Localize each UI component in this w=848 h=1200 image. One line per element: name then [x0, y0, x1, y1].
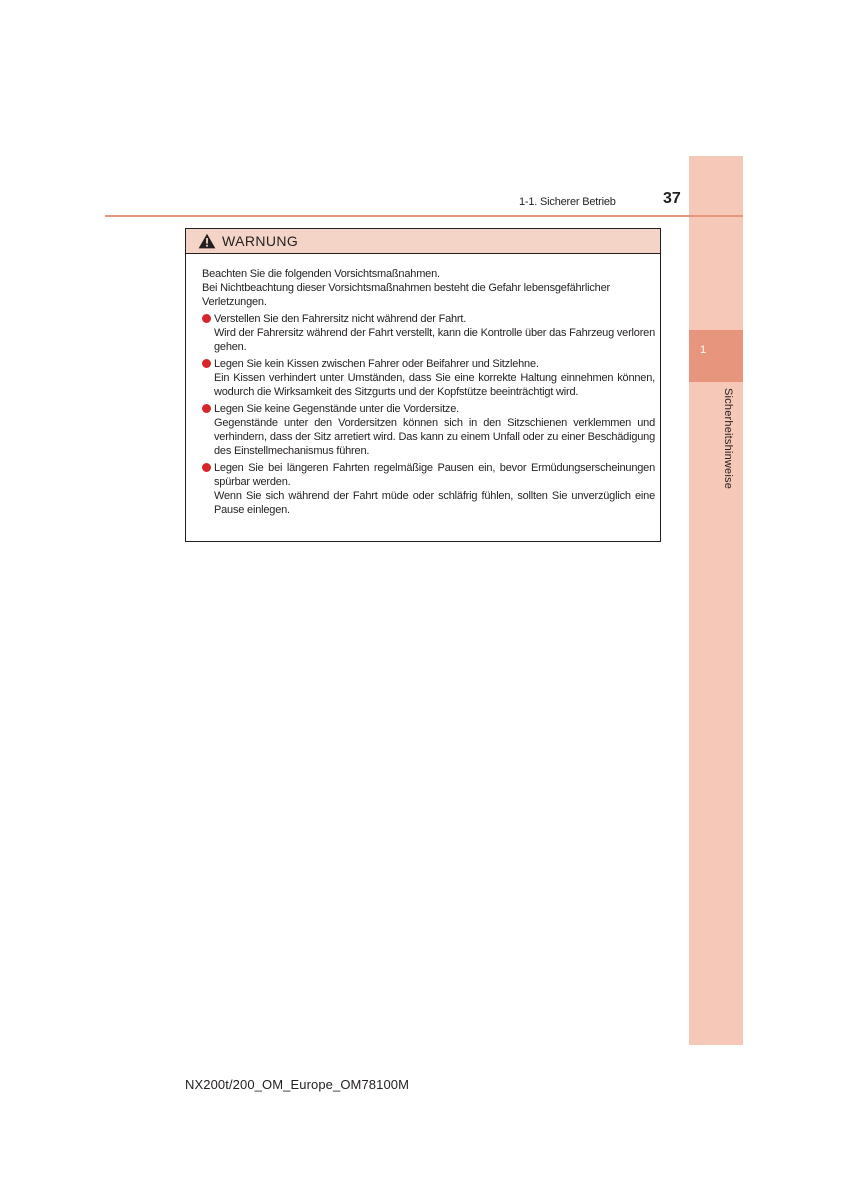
warning-item	[202, 461, 655, 517]
warning-title: WARNUNG	[222, 233, 299, 249]
section-title: 1-1. Sicherer Betrieb	[519, 196, 616, 208]
intro-line: Bei Nichtbeachtung dieser Vorsichtsmaßnahmen besteht die Gefahr lebensgefährlicher Verletzungen.	[202, 282, 610, 308]
warning-item-text: Ein Kissen verhindert unter Umständen, dass Sie eine korrekte Haltung einnehmen können, wodurch die Wirksamkeit des Sitzgurts und der Kopfstütze beeinträchtigt wird.	[214, 372, 655, 398]
bullet-icon	[202, 463, 211, 472]
chapter-number: 1	[700, 344, 707, 356]
warning-item	[202, 402, 655, 458]
warning-item-heading: Legen Sie bei längeren Fahrten regelmäßige Pausen ein, bevor Ermüdungserscheinungen spürbar werden.	[214, 462, 655, 488]
chapter-side-tab[interactable]	[689, 156, 743, 1045]
warning-item	[202, 357, 655, 399]
warning-item-text: Gegenstände unter den Vordersitzen können sich in den Sitzschienen verklemmen und verhindern, dass der Sitz arretiert wird. Das kann zu einem Unfall oder zu einer Beschädigung des Einstellmechanismus führen.	[214, 417, 655, 457]
bullet-icon	[202, 314, 211, 323]
warning-item-heading: Legen Sie keine Gegenstände unter die Vordersitze.	[214, 403, 460, 415]
warning-list	[202, 312, 655, 517]
warning-item	[202, 312, 655, 354]
warning-box	[185, 228, 661, 542]
chapter-number-box	[689, 330, 743, 382]
bullet-icon	[202, 359, 211, 368]
bullet-icon	[202, 404, 211, 413]
warning-item-text: Wenn Sie sich während der Fahrt müde oder schläfrig fühlen, sollten Sie unverzüglich eine Pause einlegen.	[214, 490, 655, 516]
warning-item-heading: Verstellen Sie den Fahrersitz nicht während der Fahrt.	[214, 313, 467, 325]
page-number: 37	[663, 190, 681, 207]
intro-line: Beachten Sie die folgenden Vorsichtsmaßnahmen.	[202, 268, 440, 280]
document-code: NX200t/200_OM_Europe_OM78100M	[185, 1077, 410, 1092]
warning-item-text: Wird der Fahrersitz während der Fahrt verstellt, kann die Kontrolle über das Fahrzeug verloren gehen.	[214, 327, 655, 353]
warning-triangle-icon	[198, 233, 216, 249]
header-rule	[105, 215, 743, 217]
warning-intro	[202, 267, 655, 309]
warning-body	[186, 254, 660, 517]
warning-header	[186, 229, 660, 254]
chapter-label: Sicherheitshinweise	[722, 388, 734, 490]
warning-item-heading: Legen Sie kein Kissen zwischen Fahrer oder Beifahrer und Sitzlehne.	[214, 358, 539, 370]
